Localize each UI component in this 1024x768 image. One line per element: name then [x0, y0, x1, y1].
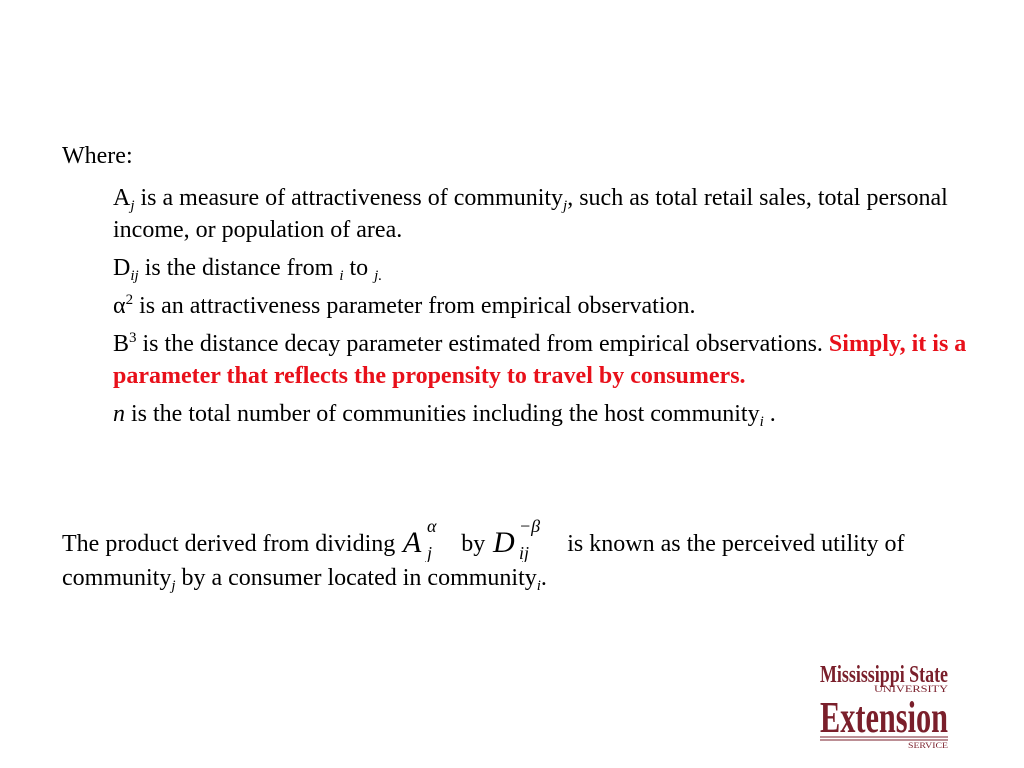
definition-n-tail: . [763, 401, 776, 427]
product-after: is known as the perceived utility of community [62, 531, 905, 592]
product-sub-j: j [171, 578, 176, 595]
formula-d-sub: ij [519, 543, 530, 563]
symbol-a: A [113, 185, 131, 211]
formula-a-base: A [403, 526, 422, 560]
definition-d-sub2: i [339, 268, 344, 284]
logo-line3: Extension [820, 693, 948, 742]
logo-line1: Mississippi State [820, 662, 949, 688]
definition-alpha-text: is an attractiveness parameter from empirical observation. [133, 293, 696, 319]
formula-a-sub: j [427, 543, 433, 563]
formula-a-alpha-j [401, 518, 455, 562]
product-sub-i: i [536, 578, 541, 595]
logo-line2: UNIVERSITY [874, 684, 949, 694]
symbol-a-sub: j [130, 198, 135, 214]
symbol-d: D [113, 255, 131, 281]
symbol-beta-sup: 3 [129, 330, 137, 346]
where-label: Where: [62, 143, 133, 169]
formula-d-sup: −β [519, 518, 541, 537]
symbol-beta: B [113, 331, 130, 357]
product-paragraph [62, 518, 962, 595]
definition-d-text2: to [343, 255, 375, 281]
definition-a [113, 182, 983, 246]
definition-a-sub2: j [563, 198, 568, 214]
symbol-n: n [113, 401, 125, 427]
definition-alpha [113, 290, 983, 322]
definition-beta [113, 328, 983, 392]
definition-a-text1: is a measure of attractiveness of community [134, 185, 564, 211]
definition-n-text: is the total number of communities including the host community [125, 401, 760, 427]
formula-a-sup: α [427, 518, 437, 537]
definition-a-text2: , such as total retail sales, total personal income, or population of area. [113, 185, 948, 243]
product-middle: by a consumer located in community [175, 565, 537, 592]
product-by: by [455, 531, 492, 557]
product-end: . [540, 565, 547, 592]
definition-beta-highlight: Simply, it is a parameter that reflects the propensity to travel by consumers. [113, 331, 967, 389]
symbol-d-sub: ij [130, 268, 139, 284]
symbol-alpha: α [113, 293, 126, 319]
definition-n [113, 398, 983, 430]
definition-d [113, 252, 983, 284]
msu-extension-logo [820, 658, 950, 750]
formula-d-minus-beta-ij [491, 518, 561, 562]
definition-d-sub3: j. [374, 268, 383, 284]
formula-d-base: D [493, 526, 515, 560]
definition-beta-text: is the distance decay parameter estimated from empirical observations. [136, 331, 829, 357]
product-before: The product derived from dividing [62, 531, 402, 557]
definitions-list [113, 182, 983, 436]
definition-n-sub: i [759, 414, 764, 430]
symbol-alpha-sup: 2 [125, 292, 134, 308]
logo-line4: SERVICE [908, 741, 949, 750]
definition-d-text1: is the distance from [138, 255, 340, 281]
